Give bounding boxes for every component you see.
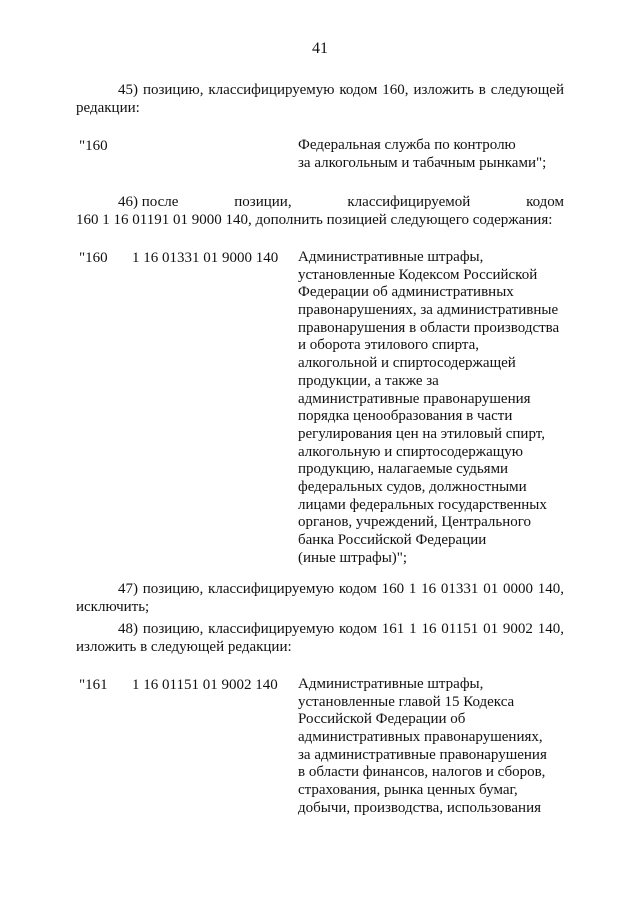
- page-number: 41: [312, 40, 328, 57]
- item-46-word: позиции,: [234, 194, 292, 210]
- entry-160b-desc-line: правонарушения в области производства: [298, 319, 560, 336]
- entry-160b-desc-line: установленные Кодексом Российской: [298, 266, 538, 283]
- item-48-line-2: изложить в следующей редакции:: [76, 639, 292, 655]
- entry-160-code: "160: [79, 138, 108, 154]
- item-46-word: кодом: [526, 194, 564, 210]
- entry-160-desc-line: за алкогольным и табачным рынками";: [298, 154, 547, 171]
- entry-161-desc-line: установленные главой 15 Кодекса: [298, 693, 515, 710]
- entry-160-desc-line: Федеральная служба по контролю: [298, 137, 516, 153]
- entry-160b-desc-line: Федерации об административных: [298, 284, 514, 301]
- entry-161-desc-line: в области финансов, налогов и сборов,: [298, 764, 546, 781]
- item-46-word: классифицируемой: [347, 194, 471, 210]
- item-47-line-2: исключить;: [76, 599, 150, 615]
- entry-161-desc-line: добычи, производства, использования: [298, 799, 542, 816]
- entry-160-description: [298, 137, 546, 172]
- entry-161-desc-line: Административные штрафы,: [298, 676, 484, 692]
- entry-160b-description: [298, 249, 559, 567]
- entry-160b-desc-line: лицами федеральных государственных: [298, 496, 547, 513]
- entry-161-desc-line: за административные правонарушения: [298, 746, 547, 763]
- entry-160b-code: "160: [79, 250, 108, 266]
- item-45-line-2: редакции:: [76, 100, 140, 116]
- item-46-line-1: [118, 193, 564, 211]
- entry-161-description: [298, 676, 547, 818]
- entry-160b-desc-line: алкогольной и спиртосодержащей: [298, 355, 516, 372]
- item-45-line-1: 45) позицию, классифицируемую кодом 160, изложить в следующей: [118, 82, 564, 98]
- entry-160b-desc-line: федеральных судов, должностными: [298, 478, 527, 495]
- entry-161-desc-line: страхования, рынка ценных бумаг,: [298, 782, 518, 799]
- item-46-word: 46) после: [118, 194, 179, 210]
- entry-160b-desc-line: регулирования цен на этиловый спирт,: [298, 425, 545, 442]
- item-46-line-2: 160 1 16 01191 01 9000 140, дополнить позицией следующего содержания:: [76, 212, 553, 228]
- entry-160b-desc-line: органов, учреждений, Центрального: [298, 514, 532, 531]
- item-48-line-1: 48) позицию, классифицируемую кодом 161 1 16 01151 01 9002 140,: [118, 621, 564, 637]
- entry-161-desc-line: Российской Федерации об: [298, 711, 466, 728]
- entry-160b-kbk: 1 16 01331 01 9000 140: [132, 250, 279, 266]
- entry-160b-desc-line: продукции, а также за: [298, 372, 439, 389]
- entry-160b-desc-line: продукцию, налагаемые судьями: [298, 461, 509, 478]
- entry-160b-desc-line: порядка ценообразования в части: [298, 408, 513, 425]
- entry-160b-desc-line: правонарушениях, за административные: [298, 302, 559, 319]
- entry-160b-desc-line: Административные штрафы,: [298, 249, 484, 265]
- item-47-line-1: 47) позицию, классифицируемую кодом 160 1 16 01331 01 0000 140,: [118, 581, 564, 597]
- entry-161-kbk: 1 16 01151 01 9002 140: [132, 677, 278, 693]
- entry-161-code: "161: [79, 677, 108, 693]
- entry-160b-desc-line: административные правонарушения: [298, 390, 531, 407]
- entry-160b-desc-line: (иные штрафы)";: [298, 549, 408, 566]
- entry-160b-desc-line: и оборота этилового спирта,: [298, 337, 480, 354]
- entry-161-desc-line: административных правонарушениях,: [298, 729, 543, 746]
- entry-160b-desc-line: банка Российской Федерации: [298, 532, 487, 548]
- entry-160b-desc-line: алкогольную и спиртосодержащую: [298, 443, 524, 460]
